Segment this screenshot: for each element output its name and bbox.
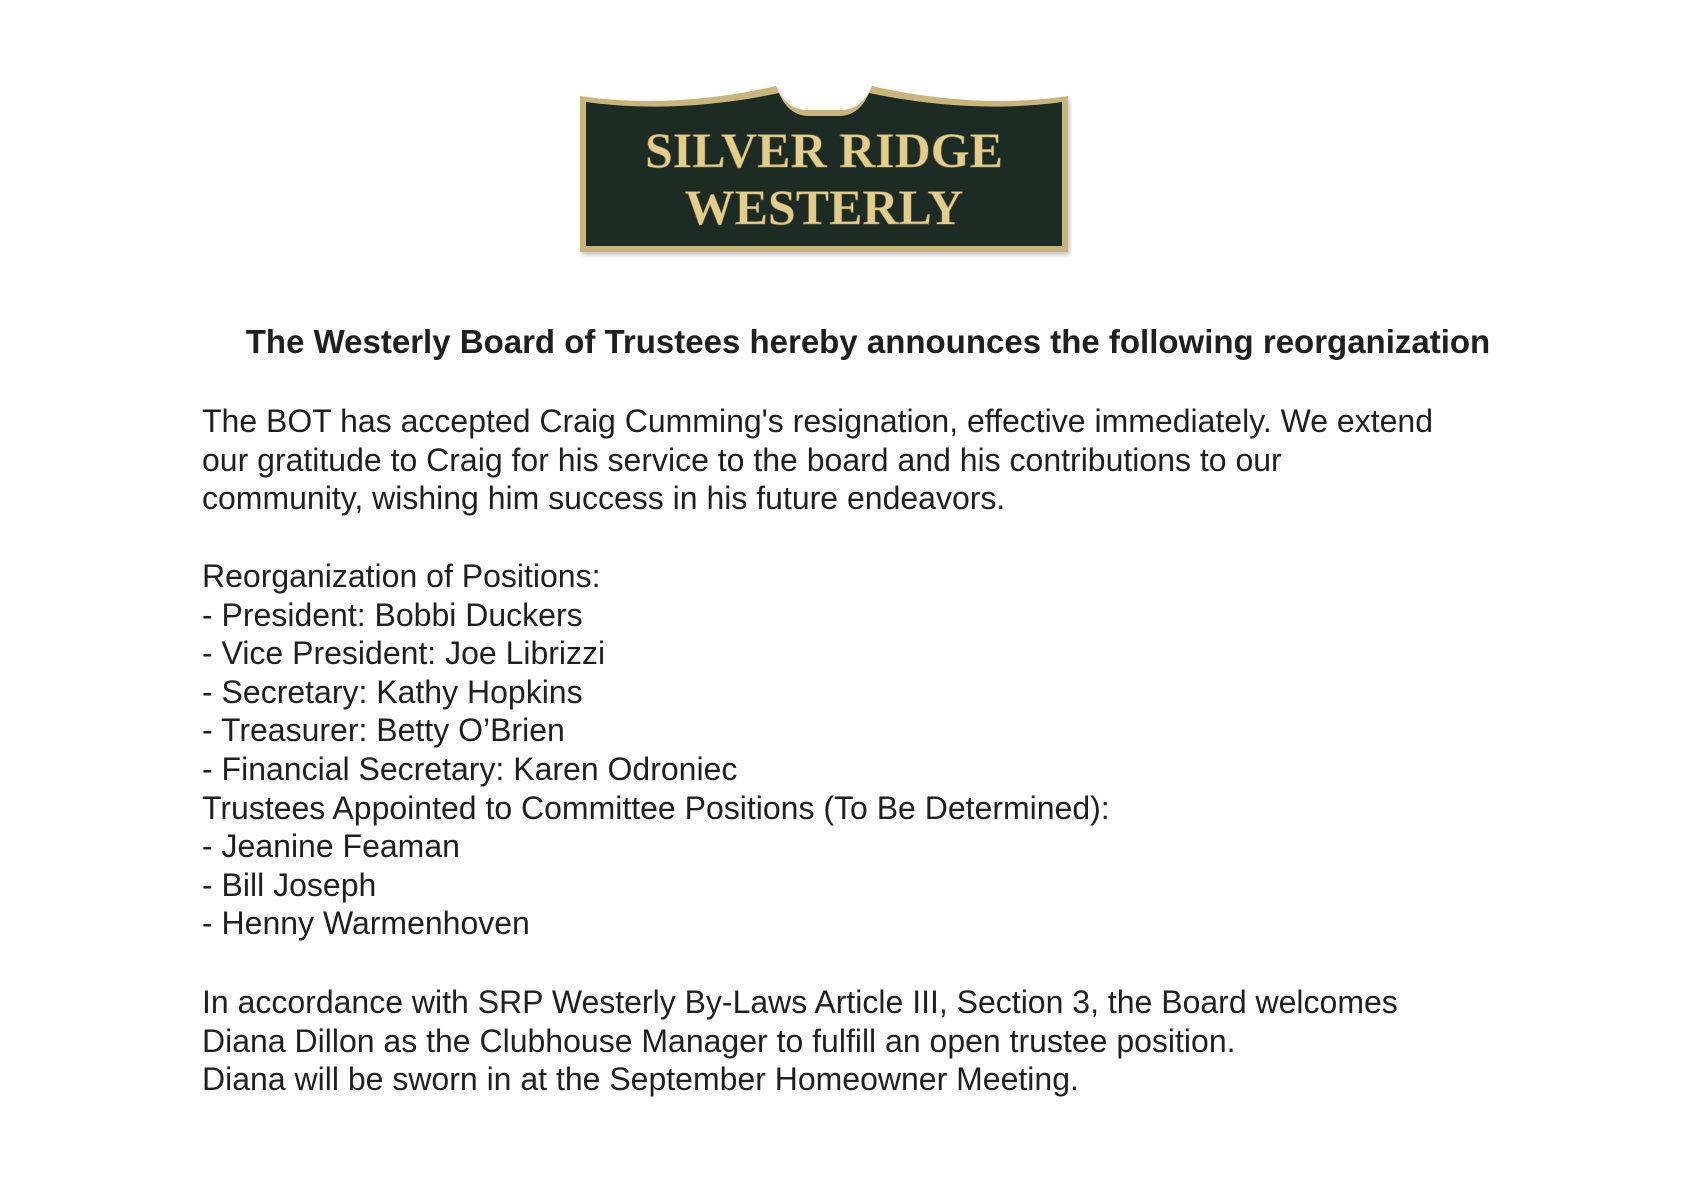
logo-line-2: WESTERLY (684, 179, 964, 235)
announcement-headline: The Westerly Board of Trustees hereby announces the following reorganization (245, 323, 1491, 360)
logo-plaque (576, 80, 1072, 258)
officer-list-item: - Financial Secretary: Karen Odroniec (202, 750, 738, 787)
paragraph-line: our gratitude to Craig for his service to the board and his contributions to our (202, 441, 1282, 478)
trustees-heading: Trustees Appointed to Committee Positions (To Be Determined): (202, 789, 1110, 826)
officer-list-item: - Treasurer: Betty O’Brien (202, 712, 565, 749)
officer-list-item: - President: Bobbi Duckers (202, 596, 583, 633)
clubhouse-manager-paragraph (202, 983, 1398, 1099)
trustee-list-item: - Henny Warmenhoven (202, 905, 530, 942)
paragraph-line: In accordance with SRP Westerly By-Laws Article III, Section 3, the Board welcomes (202, 984, 1398, 1020)
silver-ridge-westerly-logo (576, 80, 1072, 258)
trustee-list-item: - Jeanine Feaman (202, 828, 460, 865)
paragraph-line: Diana Dillon as the Clubhouse Manager to fulfill an open trustee position. (202, 1022, 1236, 1059)
paragraph-line: community, wishing him success in his future endeavors. (202, 480, 1006, 517)
trustee-list-item: - Bill Joseph (202, 866, 377, 903)
officer-list-item: - Vice President: Joe Librizzi (202, 635, 606, 672)
officer-list-item: - Secretary: Kathy Hopkins (202, 673, 583, 710)
paragraph-line: Diana will be sworn in at the September Homeowner Meeting. (202, 1061, 1079, 1098)
positions-section (202, 557, 1110, 943)
positions-heading: Reorganization of Positions: (202, 558, 601, 594)
logo-line-1: SILVER RIDGE (644, 122, 1004, 178)
paragraph-line: The BOT has accepted Craig Cumming's resignation, effective immediately. We extend (202, 403, 1433, 439)
resignation-paragraph (202, 402, 1433, 518)
